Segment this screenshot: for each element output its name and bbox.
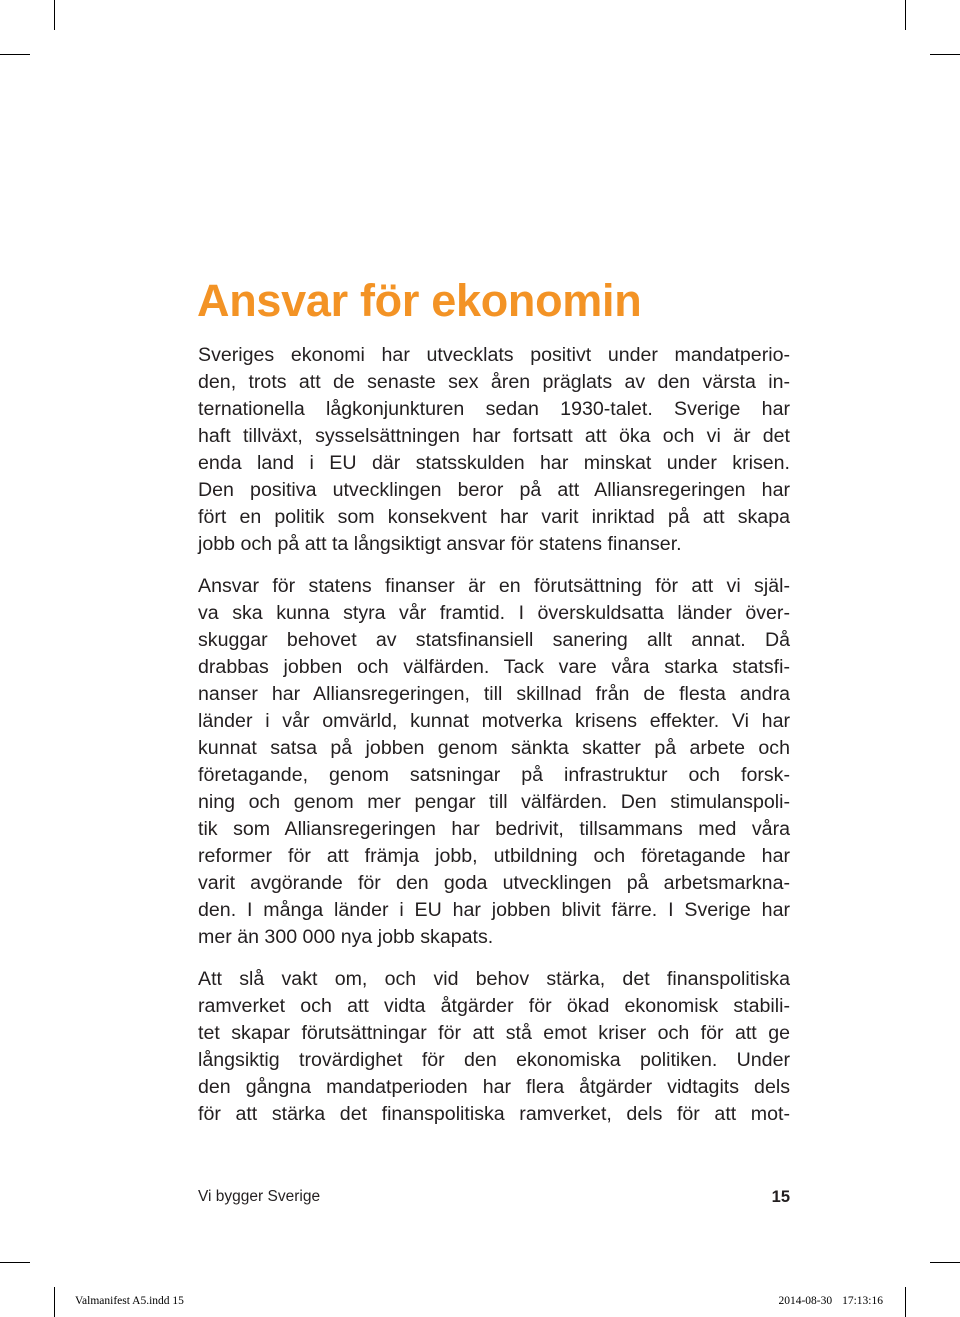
text-line: Ansvar för statens finanser är en förutsättning för att vi själ-	[198, 575, 790, 597]
text-line: va ska kunna styra vår framtid. I överskuldsatta länder över-	[198, 602, 790, 624]
crop-mark-bottom-left	[54, 1287, 55, 1317]
text-line: den gångna mandatperioden har flera åtgärder vidtagits dels	[198, 1076, 790, 1098]
text-line: mer än 300 000 nya jobb skapats.	[198, 926, 494, 948]
crop-mark-top-right-horizontal	[930, 54, 960, 55]
text-line: länder i vår omvärld, kunnat motverka krisens effekter. Vi har	[198, 710, 790, 732]
text-line: tet skapar förutsättningar för att stå emot kriser och för att ge	[198, 1022, 790, 1044]
text-line: den. I många länder i EU har jobben blivit färre. I Sverige har	[198, 899, 790, 921]
text-line: skuggar behovet av statsfinansiell sanering allt annat. Då	[198, 629, 790, 651]
text-line: jobb och på att ta långsiktigt ansvar för statens finanser.	[198, 533, 682, 555]
text-line: Den positiva utvecklingen beror på att Alliansregeringen har	[198, 479, 790, 501]
print-slug-time: 17:13:16	[842, 1295, 883, 1307]
crop-mark-top-left-horizontal	[0, 54, 30, 55]
text-line: långsiktig trovärdighet för den ekonomiska politiken. Under	[198, 1049, 790, 1071]
crop-mark-top-left	[54, 0, 55, 30]
text-line: fört en politik som konsekvent har varit inriktad på att skapa	[198, 506, 790, 528]
print-slug-timestamp	[778, 1293, 883, 1309]
text-line: ning och genom mer pengar till välfärden. Den stimulanspoli-	[198, 791, 790, 813]
text-line: drabbas jobben och välfärden. Tack vare våra starka statsfi-	[198, 656, 790, 678]
text-line: den, trots att de senaste sex åren präglats av den värsta in-	[198, 371, 790, 393]
print-slug-file: Valmanifest A5.indd 15	[75, 1295, 184, 1307]
text-line: varit avgörande för den goda utvecklingen på arbetsmarkna-	[198, 872, 790, 894]
text-line: Att slå vakt om, och vid behov stärka, det finanspolitiska	[198, 968, 790, 990]
text-line: ternationella lågkonjunkturen sedan 1930-talet. Sverige har	[198, 398, 790, 420]
page-heading: Ansvar för ekonomin	[197, 275, 642, 326]
text-line: nanser har Alliansregeringen, till skillnad från de flesta andra	[198, 683, 790, 705]
running-footer-title: Vi bygger Sverige	[198, 1188, 321, 1205]
crop-mark-top-right	[905, 0, 906, 30]
text-line: företagande, genom satsningar på infrastruktur och forsk-	[198, 764, 790, 786]
text-line: haft tillväxt, sysselsättningen har fortsatt att öka och vi är det	[198, 425, 790, 447]
print-slug-date: 2014-08-30	[778, 1295, 833, 1307]
crop-mark-bottom-right-horizontal	[930, 1262, 960, 1263]
text-line: ramverket och att vidta åtgärder för ökad ekonomisk stabili-	[198, 995, 790, 1017]
text-line: Sveriges ekonomi har utvecklats positivt under mandatperio-	[198, 344, 790, 366]
text-line: för att stärka det finanspolitiska ramverket, dels för att mot-	[198, 1103, 790, 1125]
text-line: tik som Alliansregeringen har bedrivit, tillsammans med våra	[198, 818, 790, 840]
text-line: enda land i EU där statsskulden har minskat under krisen.	[198, 452, 790, 474]
crop-mark-bottom-left-horizontal	[0, 1262, 30, 1263]
text-line: reformer för att främja jobb, utbildning och företagande har	[198, 845, 790, 867]
text-line: kunnat satsa på jobben genom sänkta skatter på arbete och	[198, 737, 790, 759]
page-number: 15	[771, 1188, 790, 1206]
crop-mark-bottom-right	[905, 1287, 906, 1317]
